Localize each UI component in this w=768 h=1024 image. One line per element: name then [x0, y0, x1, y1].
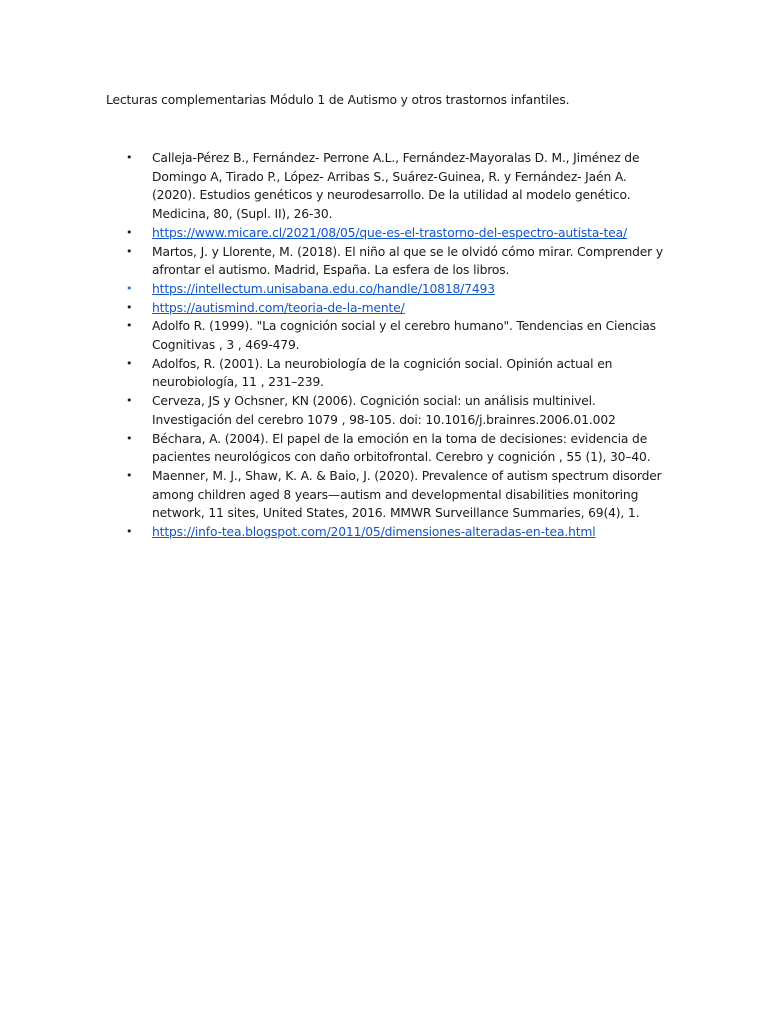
reference-link[interactable]: https://intellectum.unisabana.edu.co/handle/10818/7493	[152, 281, 495, 296]
bullet-icon: •	[126, 525, 133, 539]
reference-link[interactable]: https://autismind.com/teoria-de-la-mente/	[152, 300, 405, 315]
bullet-icon: •	[126, 225, 133, 239]
reference-item[interactable]	[126, 280, 664, 299]
reference-text: Martos, J. y Llorente, M. (2018). El niño al que se le olvidó cómo mirar. Comprender y afrontar el autismo. Madrid, España. La esfera de los libros.	[152, 244, 663, 278]
bullet-icon: •	[126, 151, 133, 164]
bullet-icon: •	[126, 319, 133, 333]
document-title: Lecturas complementarias Módulo 1 de Autismo y otros trastornos infantiles.	[106, 93, 570, 107]
reference-link[interactable]: https://info-tea.blogspot.com/2011/05/dimensiones-alteradas-en-tea.html	[152, 525, 596, 540]
reference-item	[126, 243, 664, 280]
reference-list	[126, 149, 664, 542]
bullet-icon: •	[126, 244, 133, 258]
reference-item	[126, 149, 664, 224]
reference-text: Béchara, A. (2004). El papel de la emoción en la toma de decisiones: evidencia de pacientes neurológicos con daño orbitofrontal. Cerebro y cognición , 55 (1), 30–40.	[152, 431, 651, 465]
reference-text: Maenner, M. J., Shaw, K. A. & Baio, J. (2020). Prevalence of autism spectrum disorder among children aged 8 years—autism and developmental disabilities monitoring network, 11 sites, United States, 2016. MMWR Surveillance Summaries, 69(4), 1.	[152, 468, 662, 521]
bullet-icon: •	[126, 300, 133, 314]
bullet-icon: •	[126, 431, 133, 445]
reference-item	[126, 430, 664, 467]
bullet-icon: •	[126, 468, 133, 482]
bullet-icon: •	[126, 394, 133, 408]
reference-text: Adolfos, R. (2001). La neurobiología de la cognición social. Opinión actual en neurobiología, 11 , 231–239.	[152, 356, 613, 390]
reference-item[interactable]	[126, 224, 664, 243]
reference-item	[126, 355, 664, 392]
reference-text: Adolfo R. (1999). "La cognición social y el cerebro humano". Tendencias en Ciencias Cognitivas , 3 , 469-479.	[152, 319, 656, 353]
reference-text: Calleja-Pérez B., Fernández- Perrone A.L., Fernández-Mayoralas D. M., Jiménez de Domingo A, Tirado P., López- Arribas S., Suárez-Guinea, R. y Fernández- Jaén A. (2020). Estudios genéticos y neurodesarrollo. De la utilidad al modelo genético. Medicina, 80, (Supl. II), 26-30.	[152, 151, 640, 222]
reference-text: Cerveza, JS y Ochsner, KN (2006). Cognición social: un análisis multinivel. Investigación del cerebro 1079 , 98-105. doi: 10.1016/j.brainres.2006.01.002	[152, 394, 616, 427]
reference-link[interactable]: https://www.micare.cl/2021/08/05/que-es-el-trastorno-del-espectro-autista-tea/	[152, 225, 627, 240]
reference-item[interactable]	[126, 299, 664, 318]
reference-item	[126, 317, 664, 354]
bullet-icon: •	[126, 356, 133, 370]
reference-item	[126, 467, 664, 523]
reference-item[interactable]	[126, 523, 664, 542]
reference-item	[126, 392, 664, 429]
bullet-icon: •	[126, 281, 133, 295]
